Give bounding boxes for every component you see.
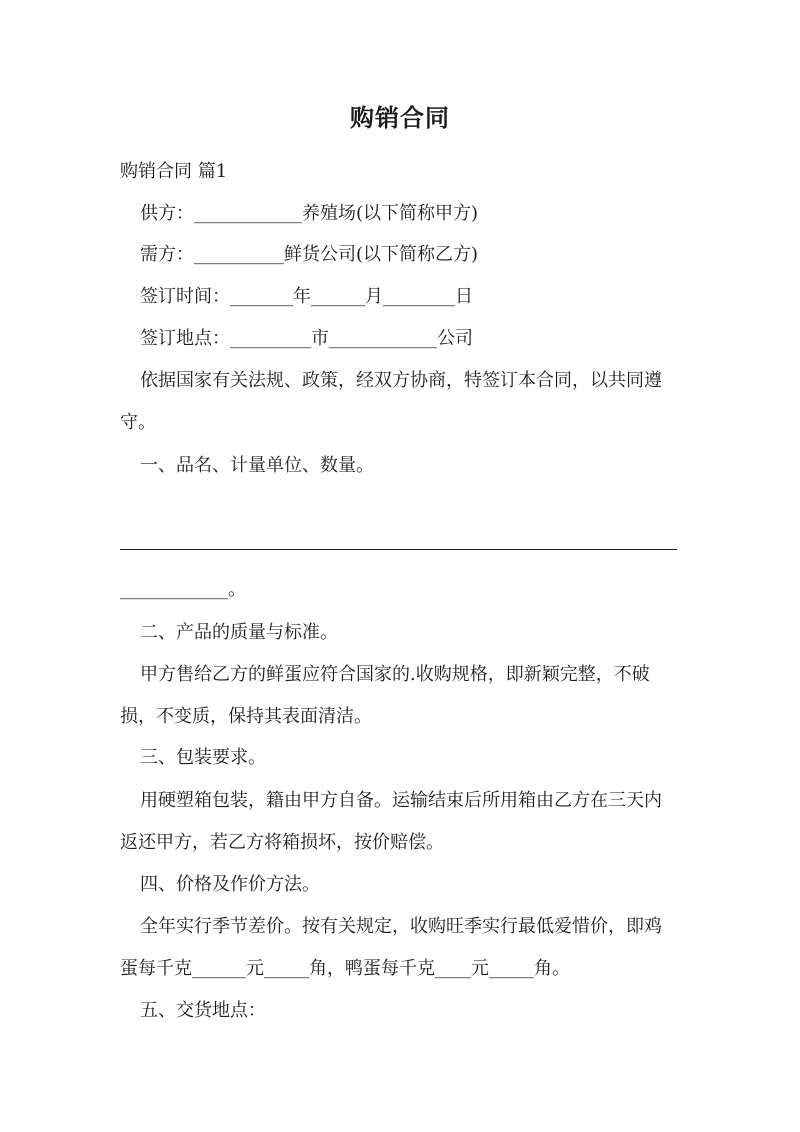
supplier-line: 供方：____________养殖场(以下简称甲方) — [140, 203, 479, 224]
section-5-heading: 五、交货地点： — [140, 1000, 266, 1021]
sign-place-line: 签订地点：_________市____________公司 — [140, 328, 473, 349]
document-title: 购销合同 — [350, 103, 450, 132]
section-3-heading: 三、包装要求。 — [140, 747, 266, 768]
section-3-paragraph-line-1: 用硬塑箱包装，籍由甲方自备。运输结束后所用箱由乙方在三天内 — [140, 790, 662, 811]
intro-paragraph-line-1: 依据国家有关法规、政策，经双方协商，特签订本合同，以共同遵 — [140, 370, 662, 391]
section-4-paragraph-line-2: 蛋每千克______元_____角，鸭蛋每千克____元_____角。 — [120, 958, 570, 979]
section-2-heading: 二、产品的质量与标准。 — [140, 622, 338, 643]
section-1-heading: 一、品名、计量单位、数量。 — [140, 455, 374, 476]
blank-fill-end: ____________。 — [120, 579, 246, 600]
intro-paragraph-line-2: 守。 — [120, 412, 156, 433]
section-2-paragraph-line-1: 甲方售给乙方的鲜蛋应符合国家的.收购规格，即新颖完整，不破 — [140, 664, 650, 685]
section-3-paragraph-line-2: 返还甲方，若乙方将箱损坏，按价赔偿。 — [120, 832, 444, 853]
document-subtitle: 购销合同 篇1 — [120, 161, 228, 182]
blank-fill-line — [120, 549, 677, 550]
section-4-heading: 四、价格及作价方法。 — [140, 874, 320, 895]
buyer-line: 需方：__________鲜货公司(以下简称乙方) — [140, 244, 479, 265]
section-4-paragraph-line-1: 全年实行季节差价。按有关规定，收购旺季实行最低爱惜价，即鸡 — [140, 916, 662, 937]
section-2-paragraph-line-2: 损，不变质，保持其表面清洁。 — [120, 706, 372, 727]
sign-time-line: 签订时间：_______年______月________日 — [140, 286, 473, 307]
